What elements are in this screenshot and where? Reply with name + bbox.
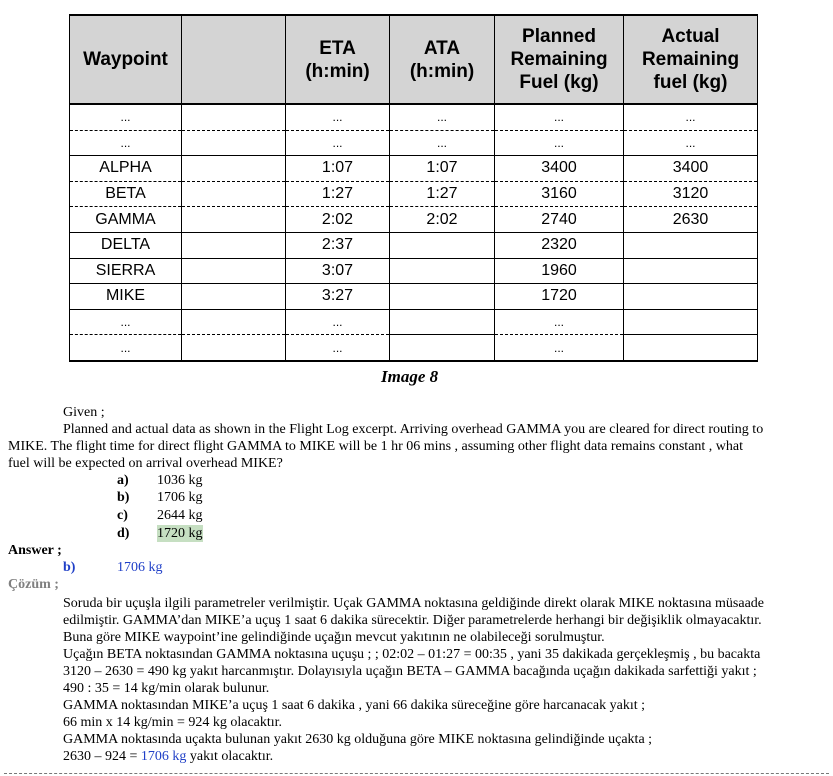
cell-actual-fuel: 2630 [624,207,758,233]
option-letter: d) [117,526,130,541]
cell-waypoint: ... [70,309,182,335]
answer-text: 1706 kg [117,560,163,575]
cell-ata [390,284,495,310]
option-text: 1706 kg [157,490,203,505]
cell-eta: 1:07 [286,156,390,182]
cell-waypoint: MIKE [70,284,182,310]
solution-line: 3120 – 2630 = 490 kg yakıt harcanmıştır. Dolayısıyla uçağın BETA – GAMMA bacağında uçağın dakikada sarfettiği yakıt ; [63,664,757,679]
solution-line: GAMMA noktasında uçakta bulunan yakıt 2630 kg olduğuna göre MIKE noktasına gelindiğinde uçakta ; [63,732,653,747]
table-row [70,232,758,258]
cell-planned-fuel: 3400 [495,156,624,182]
solution-final-suffix: yakıt olacaktır. [186,749,274,764]
cell-planned-fuel: 1960 [495,258,624,284]
cell-eta: ... [286,130,390,156]
cell-eta: ... [286,335,390,361]
cell-planned-fuel: ... [495,130,624,156]
cell-blank [182,130,286,156]
solution-line: Uçağın BETA noktasından GAMMA noktasına uçuşu ; ; 02:02 – 01:27 = 00:35 , yani 35 dakikada gerçekleşmiş , bu bacakta [63,647,761,662]
option-text-highlighted: 1720 kg [157,526,203,541]
option-text: 2644 kg [157,508,203,523]
cell-eta: 2:37 [286,232,390,258]
header-waypoint: Waypoint [70,15,182,104]
cell-blank [182,284,286,310]
cell-waypoint: SIERRA [70,258,182,284]
cell-ata [390,258,495,284]
cell-ata: 2:02 [390,207,495,233]
cell-planned-fuel: 2740 [495,207,624,233]
cell-waypoint: ALPHA [70,156,182,182]
solution-final-prefix: 2630 – 924 = [63,749,141,764]
solution-line: edilmiştir. GAMMA’dan MIKE’a uçuş 1 saat 6 dakika sürecektir. Diğer parametrelerde herhangi bir değişiklik olmayacaktır. [63,613,762,628]
cell-actual-fuel: 3400 [624,156,758,182]
cell-planned-fuel: 3160 [495,181,624,207]
cell-ata [390,232,495,258]
table-row [70,309,758,335]
question-given: Given ; [63,405,105,420]
option-letter: a) [117,473,129,488]
cell-actual-fuel [624,258,758,284]
cell-blank [182,104,286,130]
cell-blank [182,232,286,258]
cell-planned-fuel: ... [495,335,624,361]
cell-eta: 3:27 [286,284,390,310]
cell-actual-fuel: ... [624,104,758,130]
question-text-line-3: fuel will be expected on arrival overhead MIKE? [8,456,283,471]
cell-blank [182,309,286,335]
cell-blank [182,181,286,207]
cell-ata: 1:07 [390,156,495,182]
header-ata: ATA (h:min) [390,15,495,104]
option-letter: c) [117,508,128,523]
cell-eta: 3:07 [286,258,390,284]
cell-planned-fuel: 1720 [495,284,624,310]
cell-eta: 1:27 [286,181,390,207]
cell-planned-fuel: ... [495,104,624,130]
question-text-line-1: Planned and actual data as shown in the Flight Log excerpt. Arriving overhead GAMMA you are cleared for direct routing to [63,422,764,437]
cell-waypoint: ... [70,335,182,361]
solution-line: GAMMA noktasından MIKE’a uçuş 1 saat 6 dakika , yani 66 dakika süreceğine göre harcanacak yakıt ; [63,698,645,713]
cell-waypoint: ... [70,104,182,130]
cell-actual-fuel [624,335,758,361]
option-text: 1036 kg [157,473,203,488]
cell-blank [182,258,286,284]
cell-actual-fuel: 3120 [624,181,758,207]
cell-actual-fuel: ... [624,130,758,156]
table-row [70,130,758,156]
table-row [70,335,758,361]
table-row [70,258,758,284]
cell-actual-fuel [624,232,758,258]
answer-letter: b) [63,560,76,575]
cell-blank [182,207,286,233]
solution-final-line [63,748,273,765]
cell-planned-fuel: 2320 [495,232,624,258]
solution-line: 490 : 35 = 14 kg/min olarak bulunur. [63,681,270,696]
solution-label: Çözüm ; [8,577,59,592]
cell-blank [182,156,286,182]
cell-waypoint: GAMMA [70,207,182,233]
cell-ata [390,309,495,335]
solution-final-value: 1706 kg [140,749,187,764]
page-divider [4,773,829,774]
table-row [70,104,758,130]
cell-waypoint: DELTA [70,232,182,258]
solution-line: Soruda bir uçuşla ilgili parametreler verilmiştir. Uçak GAMMA noktasına geldiğinde direkt olarak MIKE noktasına müsaade [63,596,764,611]
solution-line: 66 min x 14 kg/min = 924 kg olacaktır. [63,715,283,730]
cell-planned-fuel: ... [495,309,624,335]
table-row [70,156,758,182]
table-row [70,284,758,310]
cell-actual-fuel [624,309,758,335]
cell-eta: ... [286,104,390,130]
cell-ata: 1:27 [390,181,495,207]
table-header-row [70,15,758,104]
cell-waypoint: ... [70,130,182,156]
cell-eta: ... [286,309,390,335]
header-eta: ETA (h:min) [286,15,390,104]
header-actual-fuel: Actual Remaining fuel (kg) [624,15,758,104]
header-planned-fuel: Planned Remaining Fuel (kg) [495,15,624,104]
table-row [70,181,758,207]
cell-actual-fuel [624,284,758,310]
cell-ata: ... [390,130,495,156]
cell-ata [390,335,495,361]
header-blank [182,15,286,104]
question-text-line-2: MIKE. The flight time for direct flight GAMMA to MIKE will be 1 hr 06 mins , assuming other flight data remains constant , what [8,439,744,454]
table-row [70,207,758,233]
answer-label: Answer ; [8,543,62,558]
cell-blank [182,335,286,361]
flight-log-table [69,14,758,362]
option-letter: b) [117,490,130,505]
cell-waypoint: BETA [70,181,182,207]
cell-eta: 2:02 [286,207,390,233]
image-caption: Image 8 [381,367,439,386]
cell-ata: ... [390,104,495,130]
solution-line: Buna göre MIKE waypoint’ine gelindiğinde uçağın mevcut yakıtının ne olabileceği sorulmuştur. [63,630,605,645]
